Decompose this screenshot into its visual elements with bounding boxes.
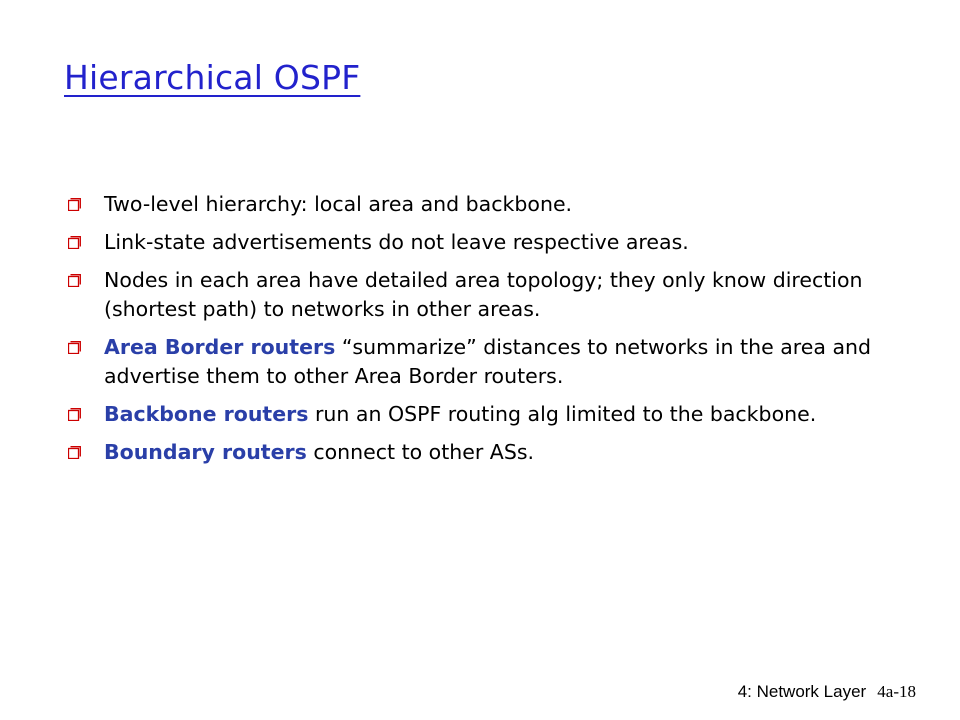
bullet-body: run an OSPF routing alg limited to the backbone. xyxy=(308,402,817,426)
footer-page-number: 4a-18 xyxy=(877,682,916,701)
bullet-item xyxy=(68,333,908,391)
bullet-text xyxy=(104,335,871,388)
footer-chapter: 4: Network Layer xyxy=(737,682,867,701)
checkbox-bullet-icon xyxy=(68,446,81,459)
checkbox-bullet-icon xyxy=(68,408,81,421)
checkbox-bullet-icon xyxy=(68,198,81,211)
checkbox-bullet-icon xyxy=(68,236,81,249)
checkbox-bullet-icon xyxy=(68,341,81,354)
bullet-text xyxy=(104,268,863,321)
bullet-item xyxy=(68,228,908,257)
bullet-text xyxy=(104,192,572,216)
bullet-item xyxy=(68,400,908,429)
bullet-emphasis: Backbone routers xyxy=(104,402,309,426)
bullet-item xyxy=(68,438,908,467)
bullet-emphasis: Boundary routers xyxy=(104,440,307,464)
bullet-item xyxy=(68,190,908,219)
bullet-body: “summarize” distances to networks in the area and advertise them to other Area Border routers. xyxy=(104,335,872,388)
bullet-list xyxy=(68,190,908,476)
bullet-item xyxy=(68,266,908,324)
bullet-emphasis: Area Border routers xyxy=(104,335,336,359)
bullet-body: Link-state advertisements do not leave respective areas. xyxy=(104,230,689,254)
bullet-text xyxy=(104,440,534,464)
bullet-body: Two-level hierarchy: local area and backbone. xyxy=(104,192,573,216)
bullet-body: connect to other ASs. xyxy=(306,440,535,464)
checkbox-bullet-icon xyxy=(68,274,81,287)
bullet-text xyxy=(104,230,689,254)
slide-title: Hierarchical OSPF xyxy=(64,58,361,97)
bullet-text xyxy=(104,402,816,426)
slide-footer xyxy=(738,682,916,702)
bullet-body: Nodes in each area have detailed area topology; they only know direction (shortest path) to networks in other areas. xyxy=(104,268,863,321)
